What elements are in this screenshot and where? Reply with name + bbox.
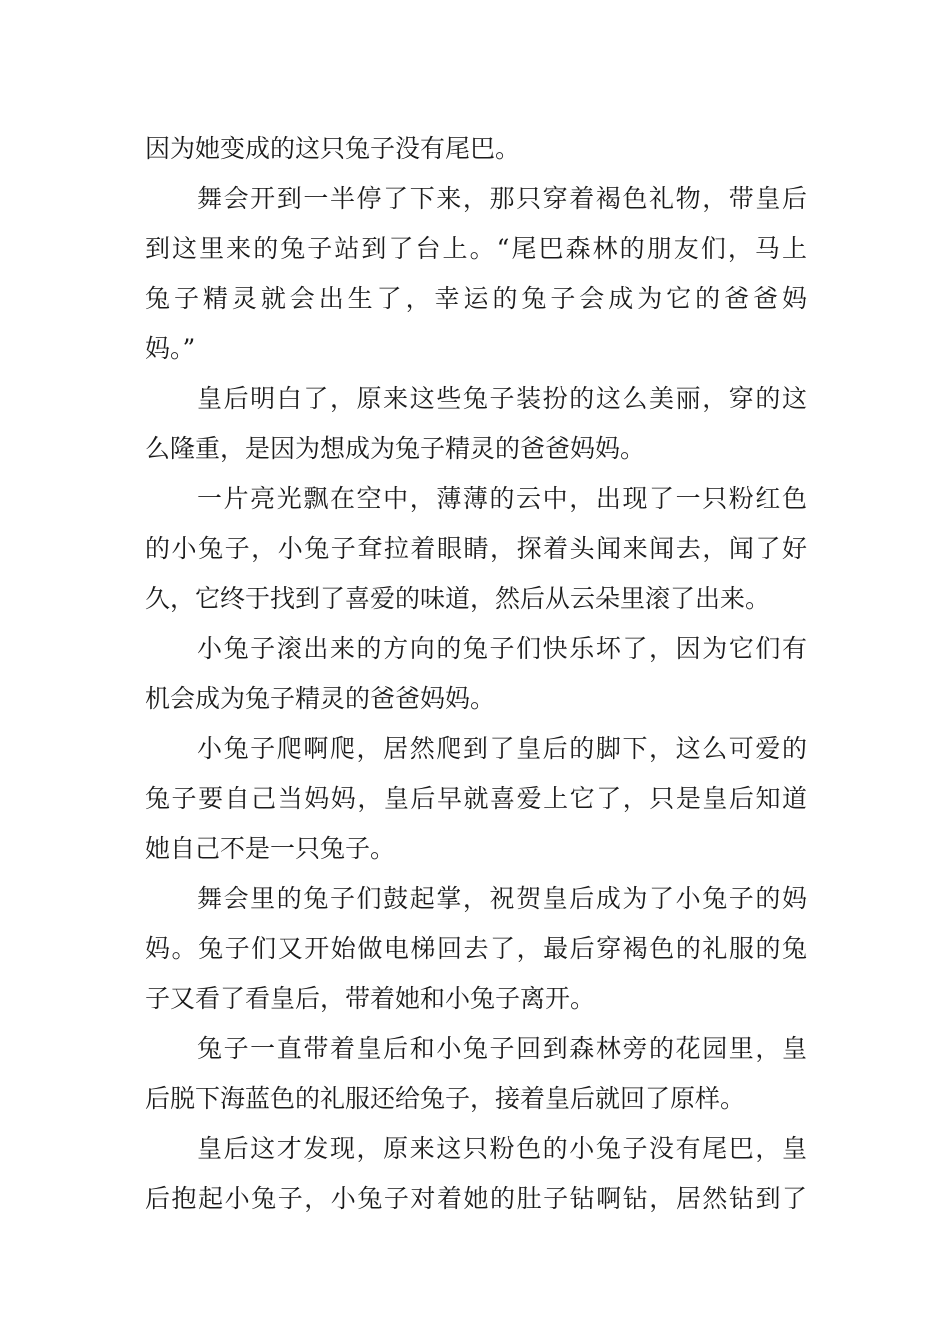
text-line: 兔子要自己当妈妈，皇后早就喜爱上它了，只是皇后知道 [145, 784, 807, 813]
text-line: 兔子精灵就会出生了，幸运的兔子会成为它的爸爸妈 [145, 284, 807, 313]
document-page [145, 124, 807, 1224]
text-line: 皇后这才发现，原来这只粉色的小兔子没有尾巴，皇 [197, 1134, 807, 1163]
text-line: 的小兔子，小兔子耷拉着眼睛，探着头闻来闻去，闻了好 [145, 534, 807, 563]
paragraph [145, 1124, 807, 1224]
text-line: 皇后明白了，原来这些兔子装扮的这么美丽，穿的这 [197, 384, 807, 413]
text-line: 子又看了看皇后，带着她和小兔子离开。 [145, 984, 596, 1013]
paragraph [145, 1024, 807, 1124]
text-line: 舞会里的兔子们鼓起掌，祝贺皇后成为了小兔子的妈 [197, 884, 807, 913]
text-line: 小兔子爬啊爬，居然爬到了皇后的脚下，这么可爱的 [197, 734, 807, 763]
paragraph [145, 174, 807, 374]
text-line: 小兔子滚出来的方向的兔子们快乐坏了，因为它们有 [197, 634, 807, 663]
text-line: 后脱下海蓝色的礼服还给兔子，接着皇后就回了原样。 [145, 1084, 746, 1113]
paragraph [145, 474, 807, 624]
paragraph [145, 124, 807, 174]
text-line: 到这里来的兔子站到了台上。“尾巴森林的朋友们，马上 [145, 234, 807, 263]
text-line: 妈。” [145, 334, 196, 363]
text-line: 妈。兔子们又开始做电梯回去了，最后穿褐色的礼服的兔 [145, 934, 807, 963]
text-line: 后抱起小兔子，小兔子对着她的肚子钻啊钻，居然钻到了 [145, 1184, 807, 1213]
text-line: 舞会开到一半停了下来，那只穿着褐色礼物，带皇后 [197, 184, 807, 213]
text-line: 么隆重，是因为想成为兔子精灵的爸爸妈妈。 [145, 434, 646, 463]
text-line: 久，它终于找到了喜爱的味道，然后从云朵里滚了出来。 [145, 584, 771, 613]
paragraph [145, 724, 807, 874]
paragraph [145, 874, 807, 1024]
text-line: 兔子一直带着皇后和小兔子回到森林旁的花园里，皇 [197, 1034, 807, 1063]
text-line: 机会成为兔子精灵的爸爸妈妈。 [145, 684, 496, 713]
paragraph [145, 624, 807, 724]
paragraph [145, 374, 807, 474]
text-line: 因为她变成的这只兔子没有尾巴。 [145, 134, 521, 163]
text-line: 一片亮光飘在空中，薄薄的云中，出现了一只粉红色 [197, 484, 807, 513]
text-line: 她自己不是一只兔子。 [145, 834, 396, 863]
